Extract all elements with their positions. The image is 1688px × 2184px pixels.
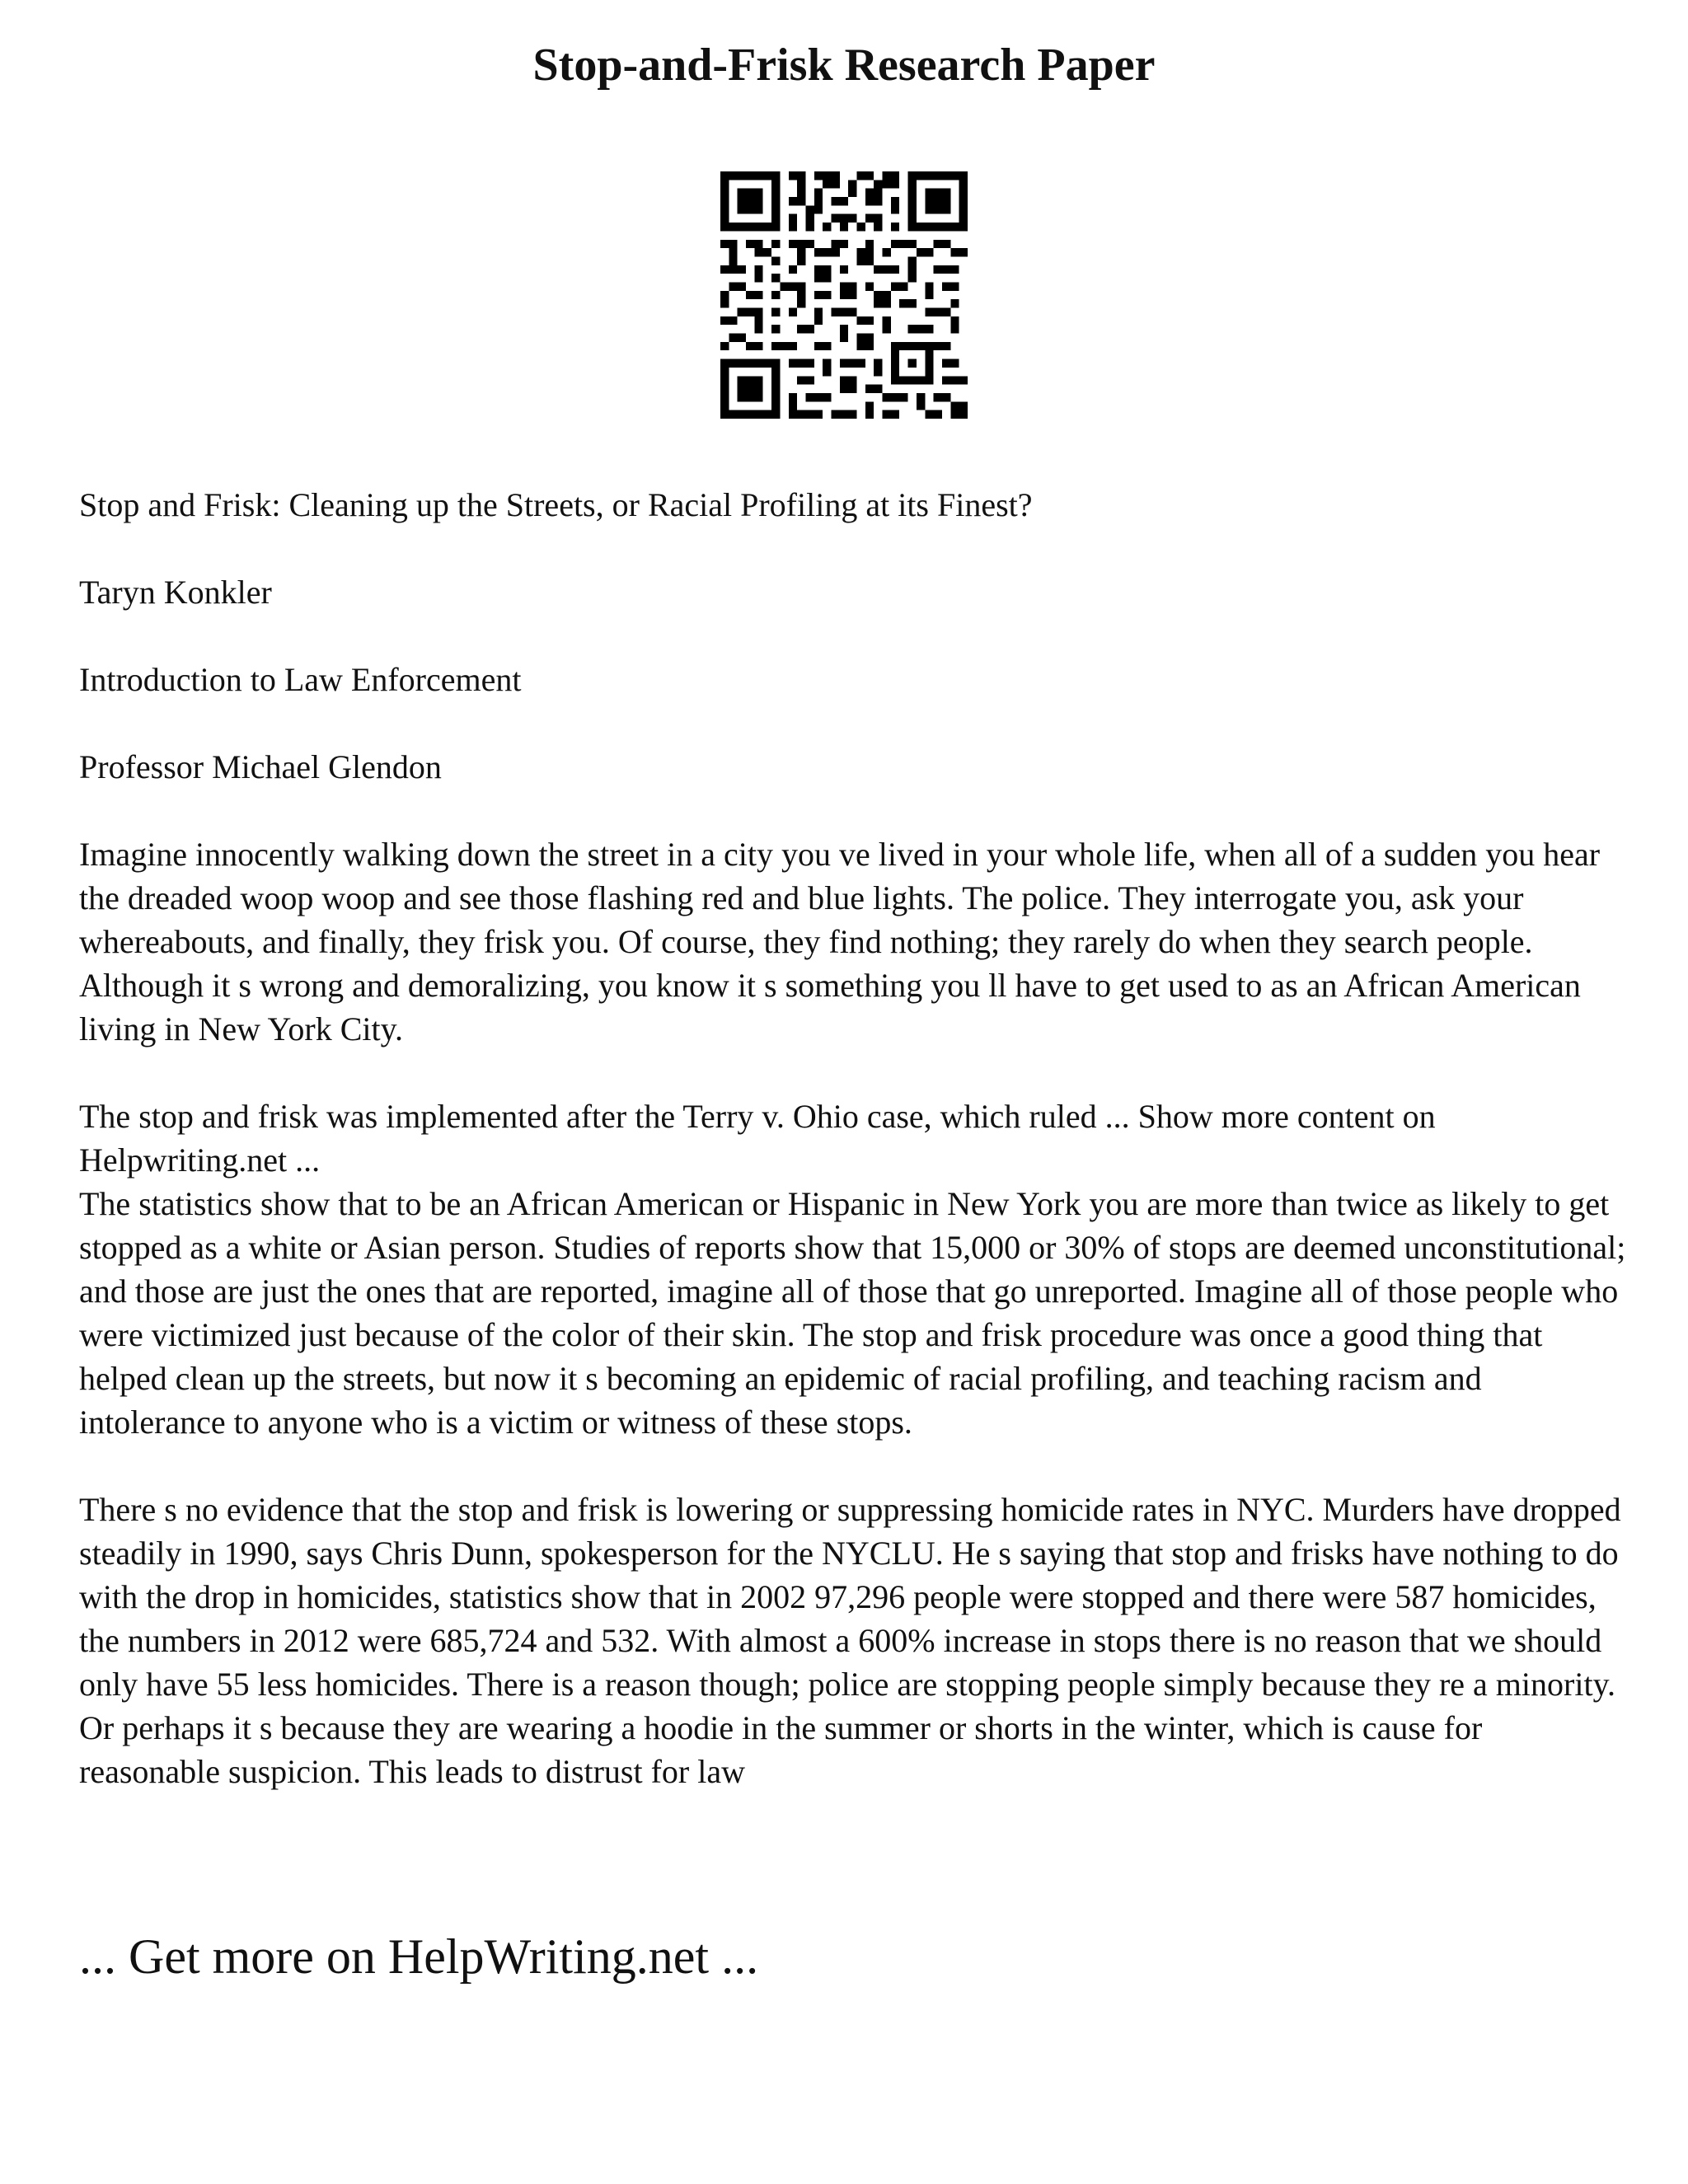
get-more-link[interactable]: ... Get more on HelpWriting.net ... [79, 1929, 759, 1984]
paper-body [79, 483, 1629, 1793]
paper-author: Taryn Konkler [79, 574, 272, 611]
page-title: Stop-and-Frisk Research Paper [532, 40, 1156, 91]
body-paragraph-3: The statistics show that to be an African American or Hispanic in New York you are more than twice as likely to get stopped as a white or Asian person. Studies of reports show that 15,000 or 30% of stops are deemed unconstitutional; and those are just the ones that are reported, imagine all of those that go unreported. Imagine all of those people who were victimized just because of the color of their skin. The stop and frisk procedure was once a good thing that helped clean up the streets, but now it s becoming an epidemic of racial profiling, and teaching racism and intolerance to anyone who is a victim or witness of these stops. [79, 1185, 1626, 1441]
body-paragraph-1: Imagine innocently walking down the street in a city you ve lived in your whole life, when all of a sudden you hear the dreaded woop woop and see those flashing red and blue lights. The police. They interrogate you, ask your whereabouts, and finally, they frisk you. Of course, they find nothing; they rarely do when they search people. Although it s wrong and demoralizing, you know it s something you ll have to get used to as an African American living in New York City. [79, 836, 1601, 1047]
qr-code-graphic [720, 171, 968, 419]
paper-course: Introduction to Law Enforcement [79, 661, 522, 698]
paper-professor: Professor Michael Glendon [79, 748, 442, 785]
body-paragraph-4: There s no evidence that the stop and frisk is lowering or suppressing homicide rates in NYC. Murders have dropped steadily in 1990, says Chris Dunn, spokesperson for the NYCLU. He s saying that stop and frisks have nothing to do with the drop in homicides, statistics show that in 2002 97,296 people were stopped and there were 587 homicides, the numbers in 2012 were 685,724 and 532. With almost a 600% increase in stops there is no reason that we should only have 55 less homicides. There is a reason though; police are stopping people simply because they re a minority. Or perhaps it s because they are wearing a hoodie in the summer or shorts in the winter, which is cause for reasonable suspicion. This leads to distrust for law [79, 1491, 1621, 1790]
paper-subtitle: Stop and Frisk: Cleaning up the Streets, or Racial Profiling at its Finest? [79, 486, 1033, 523]
qr-code-icon[interactable] [720, 171, 968, 419]
body-paragraph-2: The stop and frisk was implemented after the Terry v. Ohio case, which ruled ... Show more content on Helpwriting.net ... [79, 1098, 1436, 1179]
